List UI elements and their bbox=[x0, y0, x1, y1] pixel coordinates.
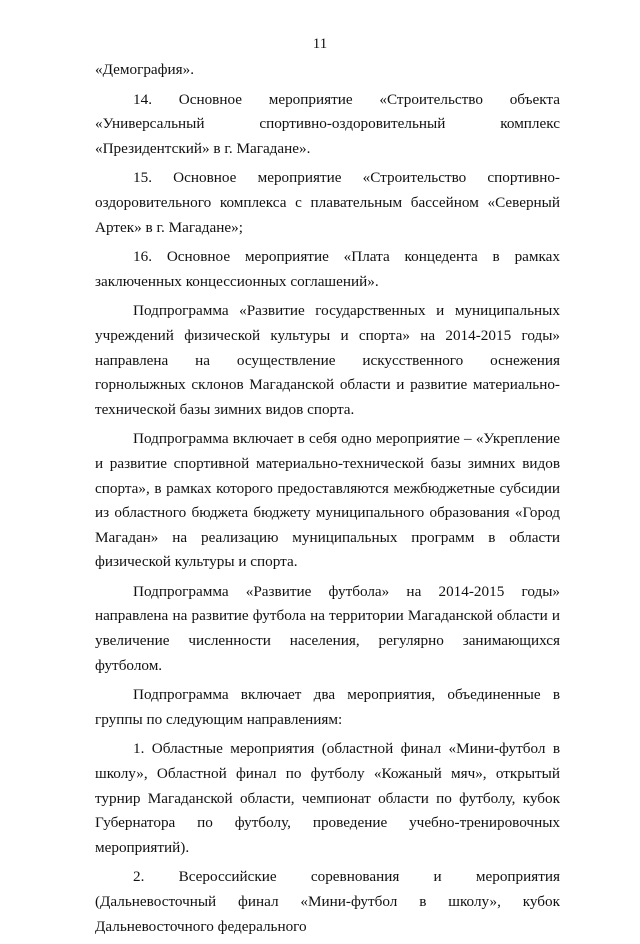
document-body bbox=[95, 58, 560, 944]
paragraph-item-14: 14. Основное мероприятие «Строительство объекта «Универсальный спортивно-оздоровительный комплекс «Президентский» в г. Магадане». bbox=[95, 90, 560, 157]
paragraph-continuation: «Демография». bbox=[95, 61, 194, 78]
paragraph-subprogram-facilities-measures: Подпрограмма включает в себя одно мероприятие – «Укрепление и развитие спортивной материально-технической базы зимних видов спорта», в рамках которого предоставляются межбюджетные субсидии из областного бюджета бюджету муниципального образования «Город Магадан» на реализацию муниципальных программ в области физической культуры и спорта. bbox=[95, 430, 560, 571]
paragraph-item-15: 15. Основное мероприятие «Строительство спортивно-оздоровительного комплекса с плавательным бассейном «Северный Артек» в г. Магадане»; bbox=[95, 169, 560, 236]
paragraph-subprogram-football-measures: Подпрограмма включает два мероприятия, объединенные в группы по следующим направлениям: bbox=[95, 686, 560, 728]
page-number: 11 bbox=[312, 36, 328, 52]
paragraph-subprogram-football: Подпрограмма «Развитие футбола» на 2014-2015 годы» направлена на развитие футбола на территории Магаданской области и увеличение численности населения, регулярно занимающихся футболом. bbox=[95, 582, 560, 674]
paragraph-national-events: 2. Всероссийские соревнования и мероприятия (Дальневосточный финал «Мини-футбол в школу», кубок Дальневосточного федерального bbox=[95, 868, 560, 935]
paragraph-item-16: 16. Основное мероприятие «Плата концедента в рамках заключенных концессионных соглашений». bbox=[95, 248, 560, 290]
paragraph-subprogram-facilities: Подпрограмма «Развитие государственных и муниципальных учреждений физической культуры и спорта» на 2014-2015 годы» направлена на осуществление искусственного оснежения горнолыжных склонов Магаданской области и развитие материально-технической базы зимних видов спорта. bbox=[95, 302, 560, 418]
paragraph-regional-events: 1. Областные мероприятия (областной финал «Мини-футбол в школу», Областной финал по футболу «Кожаный мяч», открытый турнир Магаданской области, чемпионат области по футболу, кубок Губернатора по футболу, проведение учебно-тренировочных мероприятий). bbox=[95, 740, 560, 856]
